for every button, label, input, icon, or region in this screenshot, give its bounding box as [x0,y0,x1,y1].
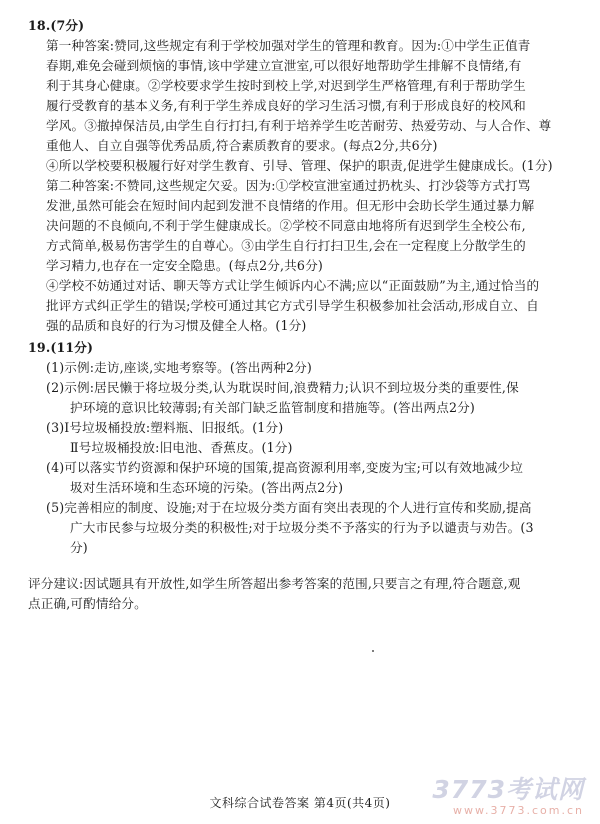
answer-line: 学风。③撤掉保洁员,由学生自行打扫,有利于培养学生吃苦耐劳、热爱劳动、与人合作、尊 [46,118,552,133]
answer-line: 圾对生活环境和生态环境的污染。(答出两点2分) [70,480,344,495]
speck [372,650,374,652]
answer-line: (2)示例:居民懒于将垃圾分类,认为耽误时间,浪费精力;认识不到垃圾分类的重要性,保 [46,380,519,395]
answer-line: 广大市民参与垃圾分类的积极性;对于垃圾分类不予落实的行为予以谴责与劝告。(3 [70,520,534,535]
answer-line: 履行受教育的基本义务,有利于学生养成良好的学习生活习惯,有利于形成良好的校风和 [46,98,526,113]
answer-line: 分) [70,540,88,555]
answer-line: 强的品质和良好的行为习惯及健全人格。(1分) [46,318,307,333]
answer-line: 第二种答案:不赞同,这些规定欠妥。因为:①学校宣泄室通过扔枕头、打沙袋等方式打骂 [46,178,531,193]
answer-line: (4)可以落实节约资源和保护环境的国策,提高资源利用率,变废为宝;可以有效地减少垃 [46,460,524,475]
answer-line: (1)示例:走访,座谈,实地考察等。(答出两种2分) [46,360,312,375]
answer-line: 春期,难免会碰到烦恼的事情,该中学建立宣泄室,可以很好地帮助学生排解不良情绪,有 [46,58,522,73]
page-footer: 文科综合试卷答案 第4页(共4页) [209,796,391,810]
answer-line: Ⅱ号垃圾桶投放:旧电池、香蕉皮。(1分) [70,440,293,455]
watermark-url: www.3773.com.cn [453,804,584,817]
answer-line: ④学校不妨通过对话、聊天等方式让学生倾诉内心不满;应以“正面鼓励”为主,通过恰当的 [46,278,540,293]
answer-line: 重他人、自立自强等优秀品质,符合素质教育的要求。(每点2分,共6分) [46,138,438,153]
answer-line: 决问题的不良倾向,不利于学生健康成长。②学校不同意由地将所有迟到学生全校公布, [46,218,526,233]
watermark-logo-text: 3773考试网 [432,775,584,804]
answer-line: (5)完善相应的制度、设施;对于在垃圾分类方面有突出表现的个人进行宣传和奖励,提高 [46,500,532,515]
scoring-note-line: 评分建议:因试题具有开放性,如学生所答超出参考答案的范围,只要言之有理,符合题意,观 [28,576,521,591]
site-watermark [432,770,584,817]
answer-line: 利于其身心健康。②学校要求学生按时到校上学,对迟到学生严格管理,有利于帮助学生 [46,78,526,93]
answer-line: 第一种答案:赞同,这些规定有利于学校加强对学生的管理和教育。因为:①中学生正值青 [46,38,531,53]
answer-line: 方式简单,极易伤害学生的自尊心。③由学生自行打扫卫生,会在一定程度上分散学生的 [46,238,526,253]
answer-line: (3)Ⅰ号垃圾桶投放:塑料瓶、旧报纸。(1分) [46,420,284,435]
question-18-title: 18.(7分) [28,18,85,33]
answer-line: ④所以学校要积极履行好对学生教育、引导、管理、保护的职责,促进学生健康成长。(1分) [46,158,553,173]
question-19-title: 19.(11分) [28,340,94,355]
answer-line: 批评方式纠正学生的错误;学校可通过其它方式引导学生积极参加社会活动,形成自立、自 [46,298,539,313]
answer-line: 学习精力,也存在一定安全隐患。(每点2分,共6分) [46,258,323,273]
answer-line: 发泄,虽然可能会在短时间内起到发泄不良情绪的作用。但无形中会助长学生通过暴力解 [46,198,535,213]
scoring-note-line: 点正确,可酌情给分。 [28,596,147,611]
answer-line: 护环境的意识比较薄弱;有关部门缺乏监管制度和措施等。(答出两点2分) [70,400,475,415]
